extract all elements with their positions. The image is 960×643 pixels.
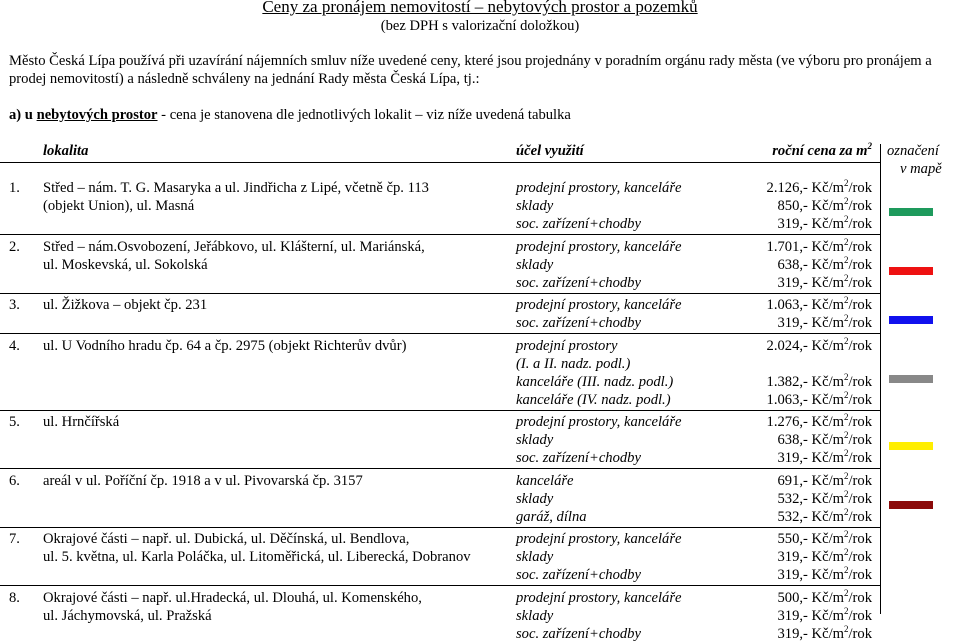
row-number: 8. xyxy=(9,589,20,606)
price-unit: ,- Kč/m xyxy=(799,490,844,507)
price-unit-tail: /rok xyxy=(848,391,872,408)
row-use: sklady xyxy=(516,490,554,507)
row-location: ul. Jáchymovská, ul. Pražská xyxy=(43,607,212,624)
price-unit-sup: 2 xyxy=(843,389,849,400)
row-use: kanceláře (IV. nadz. podl.) xyxy=(516,391,671,408)
row-location: Okrajové části – např. ul. Dubická, ul. Děčínská, ul. Bendlova, xyxy=(43,531,410,547)
price-value: 638 xyxy=(777,256,800,273)
price-unit-tail: /rok xyxy=(848,508,872,525)
row-location: ul. Hrnčířská xyxy=(43,414,120,430)
price-unit: ,- Kč/m xyxy=(799,531,844,547)
price-unit: ,- Kč/m xyxy=(799,508,844,525)
row-price xyxy=(778,472,873,490)
row-price xyxy=(778,256,873,274)
price-unit-sup: 2 xyxy=(843,565,849,576)
price-unit: ,- Kč/m xyxy=(799,549,844,565)
price-unit-tail: /rok xyxy=(848,297,872,313)
row-number: 7. xyxy=(9,531,20,547)
price-value: 1.063 xyxy=(766,297,800,313)
price-value: 319 xyxy=(777,625,800,642)
price-unit-sup: 2 xyxy=(843,371,849,382)
row-number: 1. xyxy=(9,180,20,196)
price-value: 550 xyxy=(777,531,800,547)
price-value: 1.063 xyxy=(766,391,800,408)
price-unit-tail: /rok xyxy=(848,472,872,489)
price-value: 319 xyxy=(777,450,800,466)
price-value: 1.382 xyxy=(766,373,800,390)
price-unit: ,- Kč/m xyxy=(799,625,844,642)
row-use: kanceláře (III. nadz. podl.) xyxy=(516,373,674,390)
row-number: 3. xyxy=(9,297,20,313)
row-price xyxy=(767,391,872,409)
row-price xyxy=(778,314,873,332)
price-unit: ,- Kč/m xyxy=(799,472,844,489)
row-separator xyxy=(0,585,880,586)
row-price xyxy=(778,508,873,526)
row-location: Okrajové části – např. ul.Hradecká, ul. Dlouhá, ul. Komenského, xyxy=(43,589,422,606)
price-unit: ,- Kč/m xyxy=(799,373,844,390)
price-value: 319 xyxy=(777,274,800,291)
row-price xyxy=(778,449,873,467)
price-unit: ,- Kč/m xyxy=(799,315,844,331)
price-unit: ,- Kč/m xyxy=(799,432,844,448)
map-color-swatch xyxy=(889,501,933,509)
price-unit-sup: 2 xyxy=(843,430,849,441)
row-separator xyxy=(0,527,880,528)
row-use: soc. zařízení+chodby xyxy=(516,315,641,331)
price-value: 638 xyxy=(777,432,800,448)
price-unit-tail: /rok xyxy=(848,315,872,331)
map-color-swatch xyxy=(889,267,933,275)
page-title: Ceny za pronájem nemovitostí – nebytových prostor a pozemků xyxy=(262,0,698,16)
row-location: areál v ul. Poříční čp. 1918 a v ul. Pivovarská čp. 3157 xyxy=(43,472,363,489)
row-use: prodejní prostory, kanceláře xyxy=(516,180,682,196)
price-unit-tail: /rok xyxy=(848,216,872,232)
row-location: ul. 5. května, ul. Karla Poláčka, ul. Litoměřická, ul. Liberecká, Dobranov xyxy=(43,549,471,565)
map-color-swatch xyxy=(889,316,933,324)
price-value: 319 xyxy=(777,607,800,624)
intro-paragraph: Město Česká Lípa používá při uzavírání nájemních smluv níže uvedené ceny, které jsou projednány v poradním orgánu rady města (ve výboru pro pronájem a prodej nemovitostí) a následně schváleny na jednání Rady města Česká Lípa, tj.: xyxy=(9,53,932,87)
row-use: sklady xyxy=(516,198,554,214)
price-unit-sup: 2 xyxy=(843,272,849,283)
price-unit-tail: /rok xyxy=(848,180,872,196)
map-color-swatch xyxy=(889,208,933,216)
price-unit-sup: 2 xyxy=(843,448,849,459)
row-use: soc. zařízení+chodby xyxy=(516,625,641,642)
price-unit-tail: /rok xyxy=(848,567,872,583)
row-location: ul. U Vodního hradu čp. 64 a čp. 2975 (objekt Richterův dvůr) xyxy=(43,337,407,354)
header-ucel: účel využití xyxy=(516,143,584,159)
row-use: soc. zařízení+chodby xyxy=(516,216,641,232)
map-column-divider xyxy=(880,144,881,614)
row-use: garáž, dílna xyxy=(516,508,587,525)
row-separator xyxy=(0,234,880,235)
row-use: soc. zařízení+chodby xyxy=(516,274,641,291)
price-value: 1.701 xyxy=(766,238,800,255)
price-value: 532 xyxy=(777,490,800,507)
price-unit: ,- Kč/m xyxy=(799,589,844,606)
row-price xyxy=(767,413,872,431)
price-unit-sup: 2 xyxy=(843,412,849,423)
price-value: 2.126 xyxy=(766,180,800,196)
price-unit-sup: 2 xyxy=(843,236,849,247)
row-number: 2. xyxy=(9,238,20,255)
row-use: prodejní prostory, kanceláře xyxy=(516,589,682,606)
price-value: 500 xyxy=(777,589,800,606)
row-use: (I. a II. nadz. podl.) xyxy=(516,355,631,372)
price-unit: ,- Kč/m xyxy=(799,414,844,430)
row-price xyxy=(767,179,872,197)
price-unit-sup: 2 xyxy=(843,313,849,324)
price-value: 2.024 xyxy=(766,337,800,354)
row-number: 4. xyxy=(9,337,20,354)
price-unit: ,- Kč/m xyxy=(799,567,844,583)
row-location: Střed – nám. T. G. Masaryka a ul. Jindřicha z Lipé, včetně čp. 113 xyxy=(43,180,429,196)
price-unit-tail: /rok xyxy=(848,450,872,466)
row-location: ul. Žižkova – objekt čp. 231 xyxy=(43,297,208,313)
map-color-swatch xyxy=(889,375,933,383)
row-use: sklady xyxy=(516,607,554,624)
row-price xyxy=(778,274,873,292)
price-unit-sup: 2 xyxy=(843,214,849,225)
price-unit-tail: /rok xyxy=(848,589,872,606)
row-price xyxy=(778,607,873,625)
price-value: 319 xyxy=(777,216,800,232)
row-use: sklady xyxy=(516,256,554,273)
table-header-line xyxy=(0,162,880,163)
price-unit: ,- Kč/m xyxy=(799,198,844,214)
price-unit-sup: 2 xyxy=(843,254,849,265)
price-unit: ,- Kč/m xyxy=(799,216,844,232)
row-use: prodejní prostory, kanceláře xyxy=(516,531,682,547)
row-location: (objekt Union), ul. Masná xyxy=(43,198,195,214)
row-separator xyxy=(0,293,880,294)
price-unit-tail: /rok xyxy=(848,531,872,547)
row-separator xyxy=(0,468,880,469)
row-price xyxy=(778,215,873,233)
price-unit-sup: 2 xyxy=(843,506,849,517)
price-value: 319 xyxy=(777,315,800,331)
row-use: kanceláře xyxy=(516,472,574,489)
header-cena xyxy=(772,142,872,160)
price-value: 850 xyxy=(777,198,800,214)
header-oznaceni xyxy=(887,142,942,178)
row-price xyxy=(778,589,873,607)
row-price xyxy=(778,566,873,584)
price-unit-tail: /rok xyxy=(848,238,872,255)
price-unit-sup: 2 xyxy=(843,547,849,558)
price-unit: ,- Kč/m xyxy=(799,450,844,466)
price-unit: ,- Kč/m xyxy=(799,274,844,291)
price-value: 1.276 xyxy=(766,414,800,430)
price-unit: ,- Kč/m xyxy=(799,607,844,624)
row-use: prodejní prostory xyxy=(516,337,618,354)
row-price xyxy=(778,490,873,508)
row-price xyxy=(778,431,873,449)
price-unit: ,- Kč/m xyxy=(799,297,844,313)
page-subtitle: (bez DPH s valorizační doložkou) xyxy=(380,18,580,34)
section-rest: - cena je stanovena dle jednotlivých lokalit – viz níže uvedená tabulka xyxy=(157,107,571,123)
price-unit-tail: /rok xyxy=(848,607,872,624)
price-unit-sup: 2 xyxy=(843,196,849,207)
price-unit-sup: 2 xyxy=(843,623,849,634)
price-unit-tail: /rok xyxy=(848,337,872,354)
price-unit-tail: /rok xyxy=(848,625,872,642)
price-unit: ,- Kč/m xyxy=(799,391,844,408)
row-use: prodejní prostory, kanceláře xyxy=(516,414,682,430)
row-price xyxy=(767,296,872,314)
row-price xyxy=(778,197,873,215)
row-price xyxy=(767,337,872,355)
price-unit-tail: /rok xyxy=(848,274,872,291)
price-unit-sup: 2 xyxy=(843,529,849,540)
row-price xyxy=(778,625,873,643)
row-location: ul. Moskevská, ul. Sokolská xyxy=(43,256,208,273)
price-unit-sup: 2 xyxy=(843,488,849,499)
price-unit-sup: 2 xyxy=(843,587,849,598)
row-price xyxy=(767,238,872,256)
price-unit-tail: /rok xyxy=(848,373,872,390)
row-use: soc. zařízení+chodby xyxy=(516,567,641,583)
map-color-swatch xyxy=(889,442,933,450)
header-lokalita: lokalita xyxy=(43,143,89,159)
section-heading xyxy=(9,106,571,124)
price-value: 691 xyxy=(777,472,800,489)
section-term: nebytových prostor xyxy=(36,107,158,123)
row-use: soc. zařízení+chodby xyxy=(516,450,641,466)
row-price xyxy=(778,530,873,548)
row-price xyxy=(767,373,872,391)
row-use: sklady xyxy=(516,549,554,565)
header-oznaceni-line1: označení xyxy=(887,143,939,159)
price-unit-sup: 2 xyxy=(843,295,849,306)
row-location: Střed – nám.Osvobození, Jeřábkovo, ul. Klášterní, ul. Mariánská, xyxy=(43,238,425,255)
section-prefix: a) u xyxy=(9,107,33,123)
row-use: sklady xyxy=(516,432,554,448)
row-use: prodejní prostory, kanceláře xyxy=(516,238,682,255)
row-number: 5. xyxy=(9,414,20,430)
row-separator xyxy=(0,333,880,334)
price-unit: ,- Kč/m xyxy=(799,180,844,196)
price-unit-tail: /rok xyxy=(848,256,872,273)
price-unit-sup: 2 xyxy=(843,470,849,481)
price-unit-tail: /rok xyxy=(848,432,872,448)
price-unit-tail: /rok xyxy=(848,490,872,507)
header-cena-text: roční cena za m xyxy=(772,143,868,159)
price-unit-sup: 2 xyxy=(843,605,849,616)
price-value: 319 xyxy=(777,567,800,583)
row-use: prodejní prostory, kanceláře xyxy=(516,297,682,313)
header-oznaceni-line2: v mapě xyxy=(900,161,942,177)
price-unit-tail: /rok xyxy=(848,198,872,214)
price-value: 532 xyxy=(777,508,800,525)
price-unit: ,- Kč/m xyxy=(799,256,844,273)
header-cena-sup: 2 xyxy=(867,141,872,152)
price-unit: ,- Kč/m xyxy=(799,337,844,354)
price-unit-tail: /rok xyxy=(848,414,872,430)
row-price xyxy=(778,548,873,566)
price-unit-sup: 2 xyxy=(843,178,849,189)
row-separator xyxy=(0,410,880,411)
price-value: 319 xyxy=(777,549,800,565)
price-unit: ,- Kč/m xyxy=(799,238,844,255)
row-number: 6. xyxy=(9,472,20,489)
price-unit-sup: 2 xyxy=(843,335,849,346)
price-unit-tail: /rok xyxy=(848,549,872,565)
